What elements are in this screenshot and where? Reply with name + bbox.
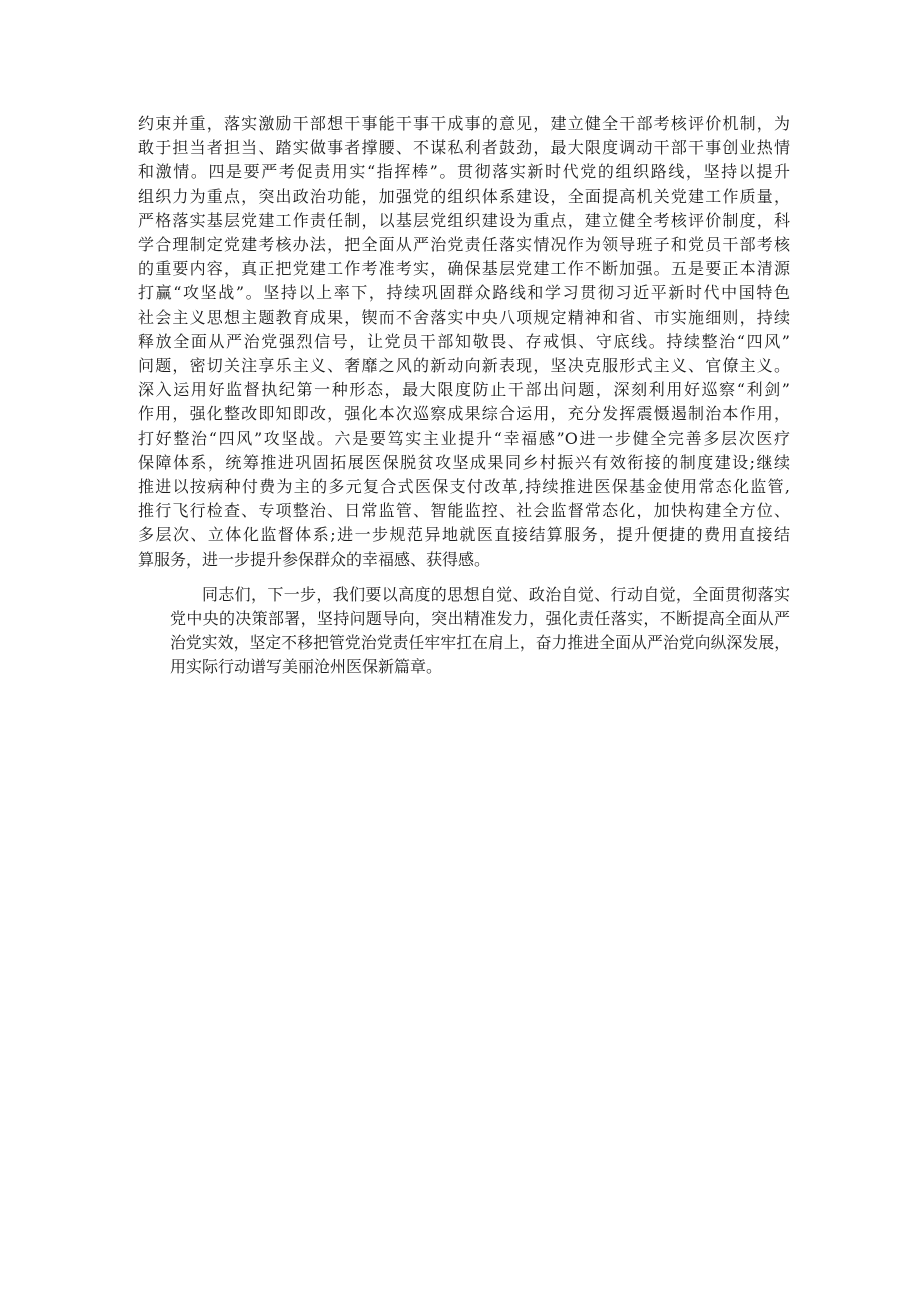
text-line: 推行飞行检查、专项整治、日常监管、智能监控、社会监督常态化，加快构建全方位、: [138, 501, 790, 521]
text-line: 作用，强化整改即知即改，强化本次巡察成果综合运用，充分发挥震慑遏制治本作用，: [138, 404, 790, 424]
text-line: 和激情。四是要严考促责用实“指挥棒”。贯彻落实新时代党的组织路线，坚持以提升: [138, 162, 790, 182]
text-line: 推进以按病种付费为主的多元复合式医保支付改革,持续推进医保基金使用常态化监管,: [138, 477, 790, 497]
paragraph-1: [138, 112, 790, 572]
text-line: 打好整治“四风”攻坚战。六是要笃实主业提升“幸福感”O进一步健全完善多层次医疗: [138, 428, 790, 448]
text-line: 敢于担当者担当、踏实做事者撑腰、不谋私利者鼓劲，最大限度调动干部干事创业热情: [138, 138, 790, 158]
document-body: [138, 112, 790, 680]
text-line: 的重要内容，真正把党建工作考准考实，确保基层党建工作不断加强。五是要正本清源: [138, 259, 790, 279]
text-line: 用实际行动谱写美丽沧州医保新篇章。: [170, 657, 443, 677]
text-line: 学合理制定党建考核办法，把全面从严治党责任落实情况作为领导班子和党员干部考核: [138, 235, 790, 255]
text-line: 严格落实基层党建工作责任制，以基层党组织建设为重点，建立健全考核评价制度，科: [138, 210, 790, 230]
paragraph-2: [138, 583, 790, 680]
text-line: 保障体系，统筹推进巩固拓展医保脱贫攻坚成果同乡村振兴有效衔接的制度建设;继续: [138, 452, 790, 472]
text-line: 多层次、立体化监督体系;进一步规范异地就医直接结算服务，提升便捷的费用直接结: [138, 525, 790, 545]
text-line: 深入运用好监督执纪第一种形态，最大限度防止干部出问题，深刻利用好巡察“利剑”: [138, 380, 790, 400]
text-line: 算服务，进一步提升参保群众的幸福感、获得感。: [138, 549, 491, 569]
text-line: 约束并重，落实激励干部想干事能干事干成事的意见，建立健全干部考核评价机制，为: [138, 114, 790, 133]
text-line: 打赢“攻坚战”。坚持以上率下，持续巩固群众路线和学习贯彻习近平新时代中国特色: [138, 283, 790, 303]
text-line: 释放全面从严治党强烈信号，让党员干部知敬畏、存戒惧、守底线。持续整治“四风”: [138, 331, 790, 351]
text-line: 党中央的决策部署，坚持问题导向，突出精准发力，强化责任落实，不断提高全面从严: [170, 609, 790, 629]
text-line: 组织力为重点，突出政治功能，加强党的组织体系建设，全面提高机关党建工作质量，: [138, 186, 790, 206]
text-line: 问题，密切关注享乐主义、奢靡之风的新动向新表现，坚决克服形式主义、官僚主义。: [138, 356, 790, 376]
text-line: 社会主义思想主题教育成果，锲而不舍落实中央八项规定精神和省、市实施细则，持续: [138, 307, 790, 327]
text-line: 同志们，下一步，我们要以高度的思想自觉、政治自觉、行动自觉，全面贯彻落实: [202, 584, 790, 604]
text-line: 治党实效，坚定不移把管党治党责任牢牢扛在肩上，奋力推进全面从严治党向纵深发展，: [170, 633, 790, 653]
